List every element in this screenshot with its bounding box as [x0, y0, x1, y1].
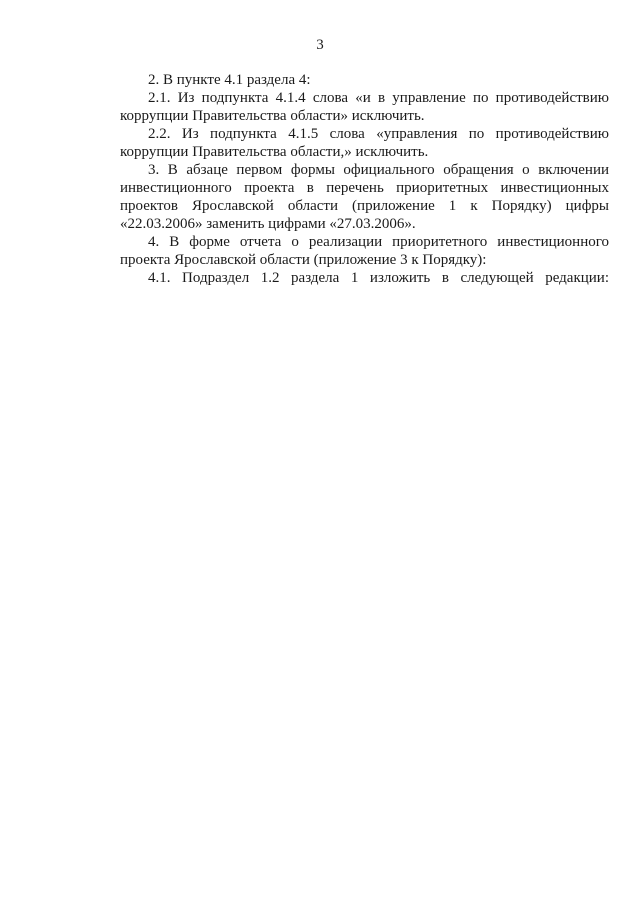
paragraph-item-4: 4. В форме отчета о реализации приоритетного инвестиционного проекта Ярославской области (приложение 3 к Порядку): [120, 234, 609, 268]
paragraph-subitem-4-1: 4.1. Подраздел 1.2 раздела 1 изложить в следующей редакции: [148, 270, 609, 286]
paragraph-item-2: 2. В пункте 4.1 раздела 4: [148, 72, 311, 88]
paragraph-subitem-2-1: 2.1. Из подпункта 4.1.4 слова «и в управление по противодействию коррупции Правительства области» исключить. [120, 90, 609, 124]
document-body [120, 71, 609, 287]
page-number: 3 [316, 37, 324, 53]
paragraph-item-3: 3. В абзаце первом формы официального обращения о включении инвестиционного проекта в перечень приоритетных инвестиционных проектов Ярославской области (приложение 1 к Порядку) цифры «22.03.2006» заменить цифрами «27.03.2006». [120, 162, 609, 232]
paragraph-subitem-2-2: 2.2. Из подпункта 4.1.5 слова «управления по противодействию коррупции Правительства области,» исключить. [120, 126, 609, 160]
